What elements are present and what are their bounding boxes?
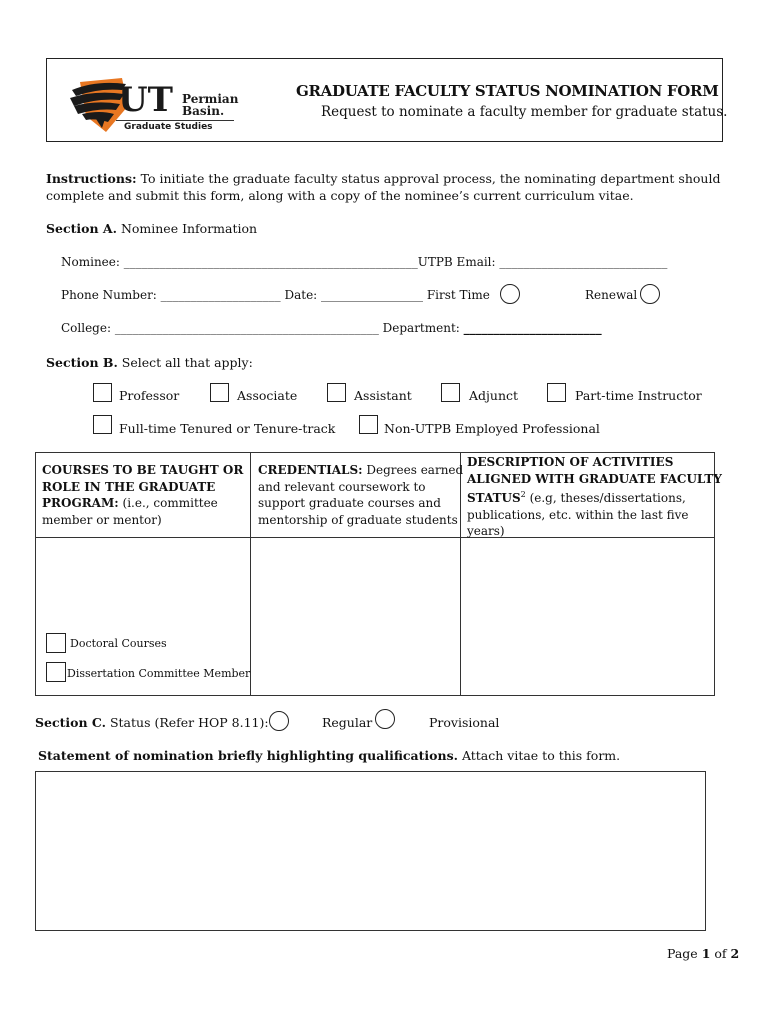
col1-line4: member or mentor) (42, 512, 162, 527)
assistant-label: Assistant (354, 388, 412, 403)
instructions-label: Instructions: (46, 171, 137, 186)
col3-header (467, 454, 722, 540)
professor-checkbox[interactable] (93, 383, 112, 402)
college-label: College: ____________________________________________ Department: (61, 321, 460, 335)
associate-label: Associate (237, 388, 298, 403)
section-a-title: Nominee Information (120, 221, 258, 236)
col3-footnote: 2 (520, 490, 526, 499)
instructions-text-1: To initiate the graduate faculty status approval process, the nominating department should (140, 171, 721, 186)
college-department-field[interactable] (61, 321, 602, 335)
col1-line2: ROLE IN THE GRADUATE (42, 479, 216, 494)
col2-line3: support graduate courses and (258, 496, 441, 510)
section-c-heading (35, 715, 269, 730)
regular-label: Regular (322, 715, 373, 730)
page-current: 1 (701, 946, 711, 961)
col2-header (258, 462, 463, 528)
col1-line3-rest: (i.e., committee (118, 496, 218, 510)
utpb-logo (66, 76, 239, 136)
col1-line1: COURSES TO BE TAUGHT OR (42, 463, 244, 477)
col2-line2: and relevant coursework to (258, 479, 426, 494)
form-subtitle: Request to nominate a faculty member for graduate status. (321, 104, 728, 120)
form-title: GRADUATE FACULTY STATUS NOMINATION FORM (296, 82, 719, 100)
col2-line4: mentorship of graduate students (258, 512, 458, 527)
renewal-radio[interactable] (640, 284, 660, 304)
adjunct-checkbox[interactable] (441, 383, 460, 402)
section-c-label: Section C. (35, 715, 106, 730)
col3-line3 (467, 487, 722, 507)
dissertation-committee-checkbox[interactable] (46, 662, 66, 682)
nominee-email-field[interactable]: Nominee: _________________________________________________UTPB Email: ____________________________ (61, 255, 668, 269)
renewal-label: Renewal (585, 288, 638, 302)
section-c-title: Status (Refer HOP 8.11): (109, 715, 269, 730)
col1-header (42, 462, 243, 528)
col2-line1-rest: Degrees earned (362, 463, 464, 477)
section-a-label: Section A. (46, 221, 117, 236)
logo-basin: Basin. (182, 104, 225, 118)
page-of: of (714, 946, 727, 961)
department-blank: _______________________ (463, 321, 602, 335)
col1-line3 (42, 495, 243, 512)
col3-line4: publications, etc. within the last five (467, 507, 689, 522)
adjunct-label: Adjunct (469, 388, 519, 403)
col3-line3-rest: (e.g, theses/dissertations, (525, 491, 686, 505)
section-a-heading (46, 221, 257, 236)
non-utpb-checkbox[interactable] (359, 415, 378, 434)
col3-line5: years) (467, 524, 505, 538)
logo-rule (116, 120, 234, 121)
instructions-line1 (46, 171, 720, 186)
assistant-checkbox[interactable] (327, 383, 346, 402)
instructions-text-2: complete and submit this form, along with a copy of the nominee’s current curriculum vitae. (46, 188, 634, 203)
dissertation-committee-label: Dissertation Committee Member (67, 667, 251, 680)
statement-instruction (38, 748, 620, 763)
doctoral-courses-label: Doctoral Courses (70, 637, 167, 650)
col1-line3-bold: PROGRAM: (42, 496, 119, 510)
statement-textarea[interactable] (35, 771, 706, 931)
section-b-title: Select all that apply: (121, 355, 253, 370)
page-total: 2 (730, 946, 740, 961)
logo-permian: Permian (182, 92, 239, 106)
section-b-label: Section B. (46, 355, 118, 370)
doctoral-courses-checkbox[interactable] (46, 633, 66, 653)
non-utpb-label: Non-UTPB Employed Professional (384, 421, 600, 436)
logo-dept: Graduate Studies (124, 122, 213, 132)
table-divider-1 (250, 452, 251, 696)
part-time-checkbox[interactable] (547, 383, 566, 402)
logo-letters: UT (118, 80, 173, 120)
tenure-track-checkbox[interactable] (93, 415, 112, 434)
statement-rest: Attach vitae to this form. (457, 748, 621, 763)
col2-line1 (258, 462, 463, 479)
col3-line3-bold: STATUS (467, 491, 521, 505)
tenure-track-label: Full-time Tenured or Tenure-track (119, 421, 336, 436)
phone-date-field[interactable]: Phone Number: ____________________ Date: _________________ First Time (61, 288, 490, 302)
professor-label: Professor (119, 388, 180, 403)
statement-bold: Statement of nomination briefly highlighting qualifications. (38, 748, 458, 763)
provisional-label: Provisional (429, 715, 500, 730)
page-word: Page (667, 946, 698, 961)
page-number (667, 946, 739, 961)
associate-checkbox[interactable] (210, 383, 229, 402)
section-b-heading (46, 355, 253, 370)
part-time-label: Part-time Instructor (575, 388, 702, 403)
first-time-radio[interactable] (500, 284, 520, 304)
col3-line2: ALIGNED WITH GRADUATE FACULTY (467, 471, 722, 486)
col3-line1: DESCRIPTION OF ACTIVITIES (467, 455, 674, 469)
col2-line1-bold: CREDENTIALS: (258, 463, 363, 477)
regular-radio[interactable] (269, 711, 289, 731)
provisional-radio[interactable] (375, 709, 395, 729)
